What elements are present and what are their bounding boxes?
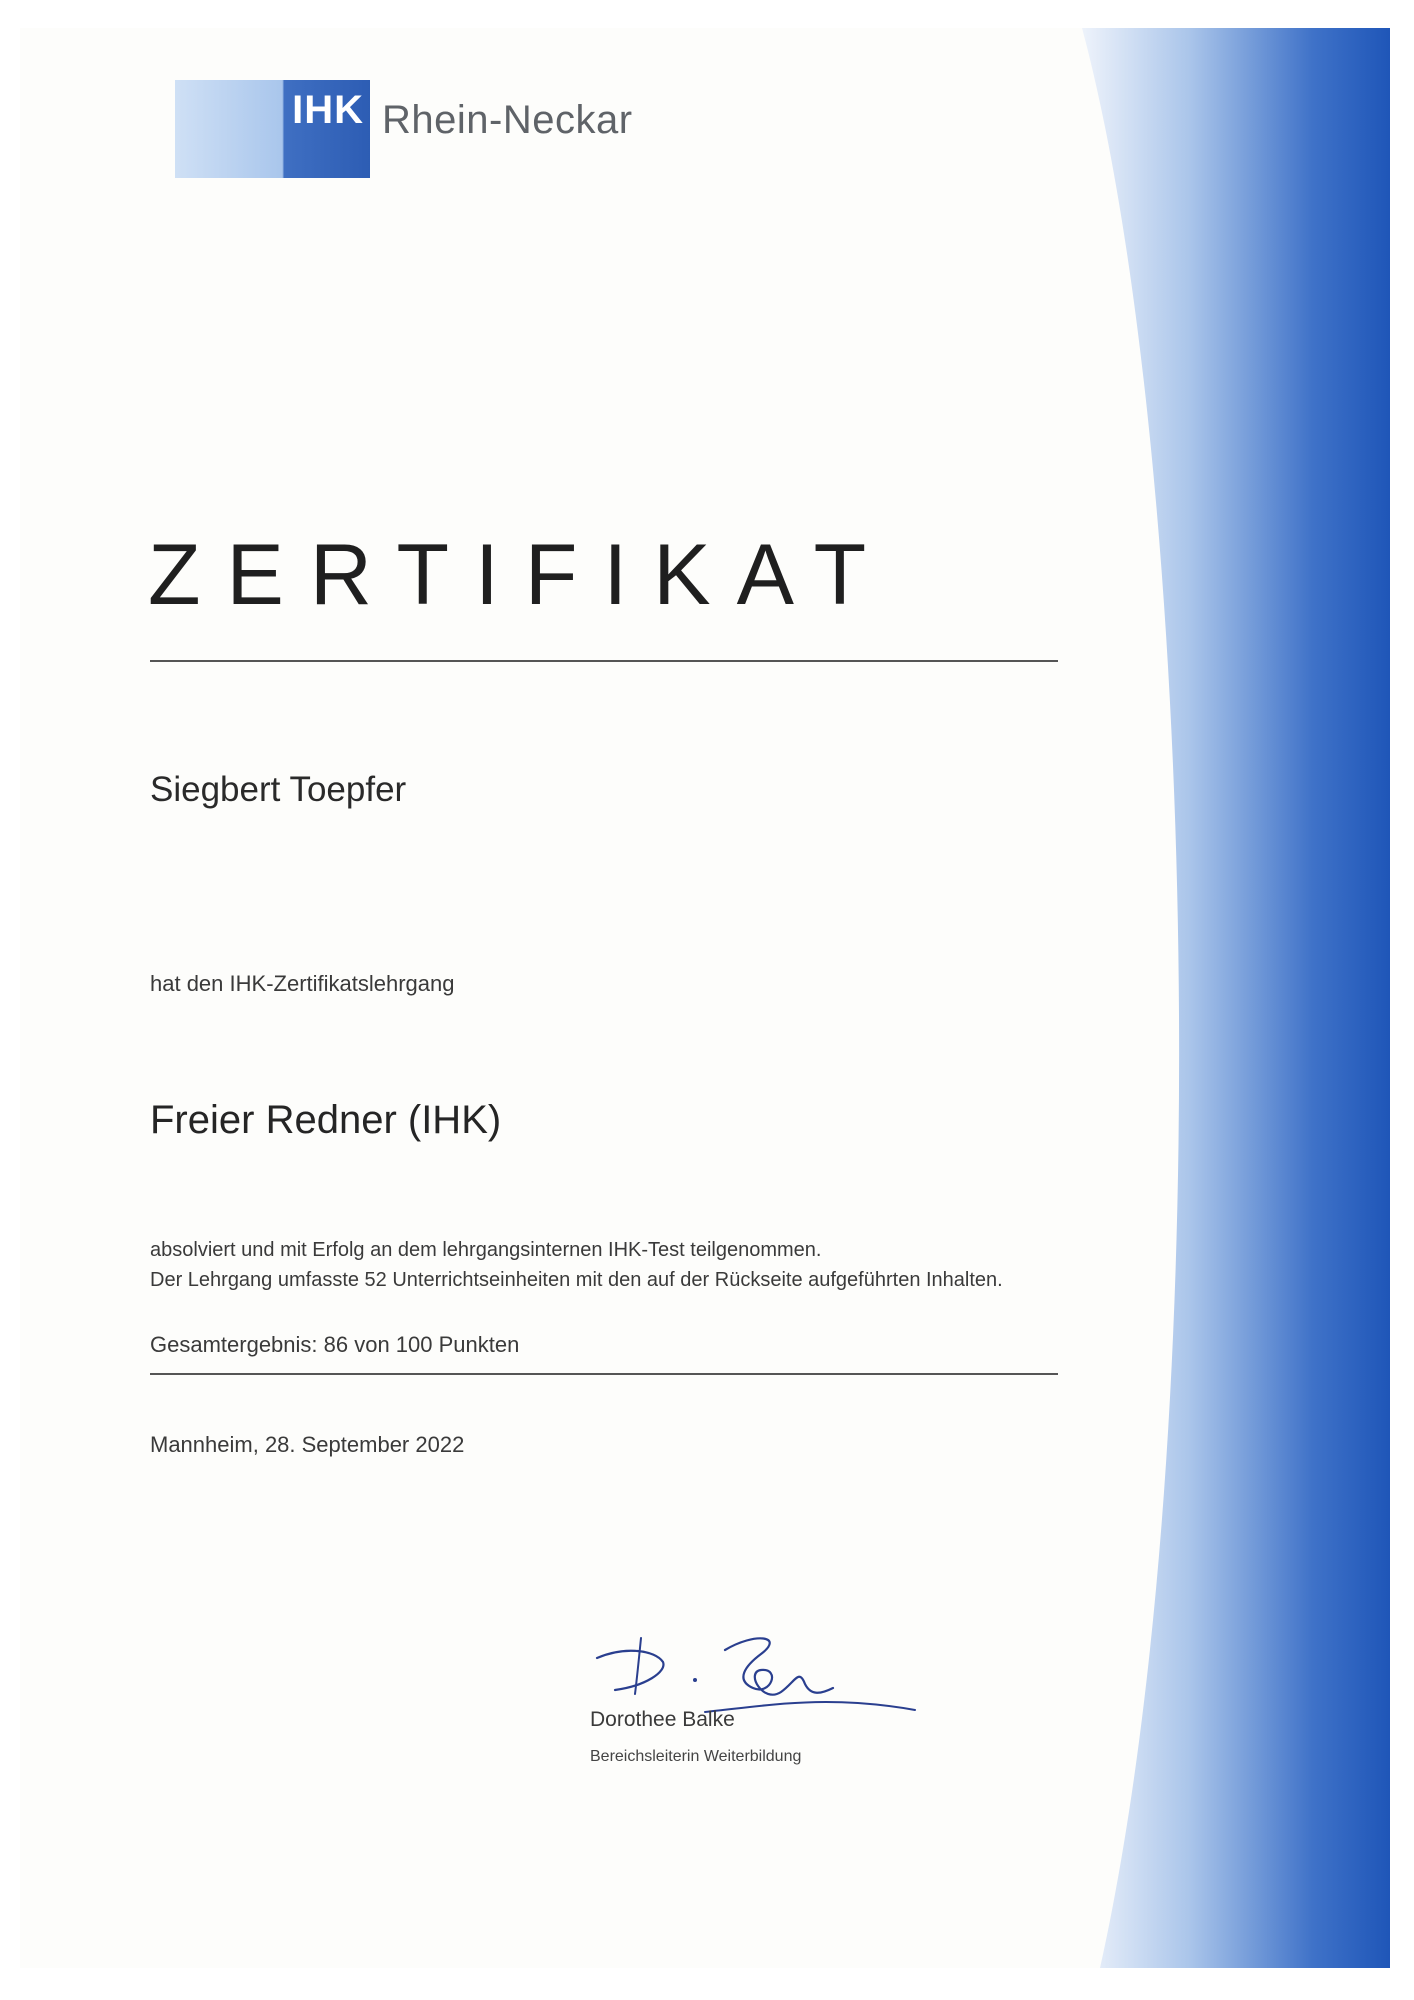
signatory-role: Bereichsleiterin Weiterbildung [590, 1748, 802, 1765]
certificate-sheet [20, 28, 1390, 1968]
recipient-name: Siegbert Toepfer [150, 770, 407, 809]
certificate-title: ZERTIFIKAT [148, 527, 893, 623]
result-divider [150, 1373, 1058, 1375]
place-and-date: Mannheim, 28. September 2022 [150, 1432, 465, 1457]
ihk-logo-mark [175, 80, 370, 178]
ihk-logo [175, 80, 633, 178]
title-divider [150, 660, 1058, 662]
course-title: Freier Redner (IHK) [150, 1098, 502, 1142]
intro-text: hat den IHK-Zertifikatslehrgang [150, 971, 455, 996]
description-line: Der Lehrgang umfasste 52 Unterrichtseinheiten mit den auf der Rückseite aufgeführten Inhalten. [150, 1269, 1003, 1291]
ihk-logo-acronym: IHK [292, 88, 364, 132]
course-description [150, 1235, 1150, 1295]
signatory-name: Dorothee Balke [590, 1708, 735, 1731]
overall-result: Gesamtergebnis: 86 von 100 Punkten [150, 1332, 520, 1357]
description-line: absolviert und mit Erfolg an dem lehrgangsinternen IHK-Test teilgenommen. [150, 1239, 822, 1261]
ihk-logo-region: Rhein-Neckar [382, 97, 633, 142]
